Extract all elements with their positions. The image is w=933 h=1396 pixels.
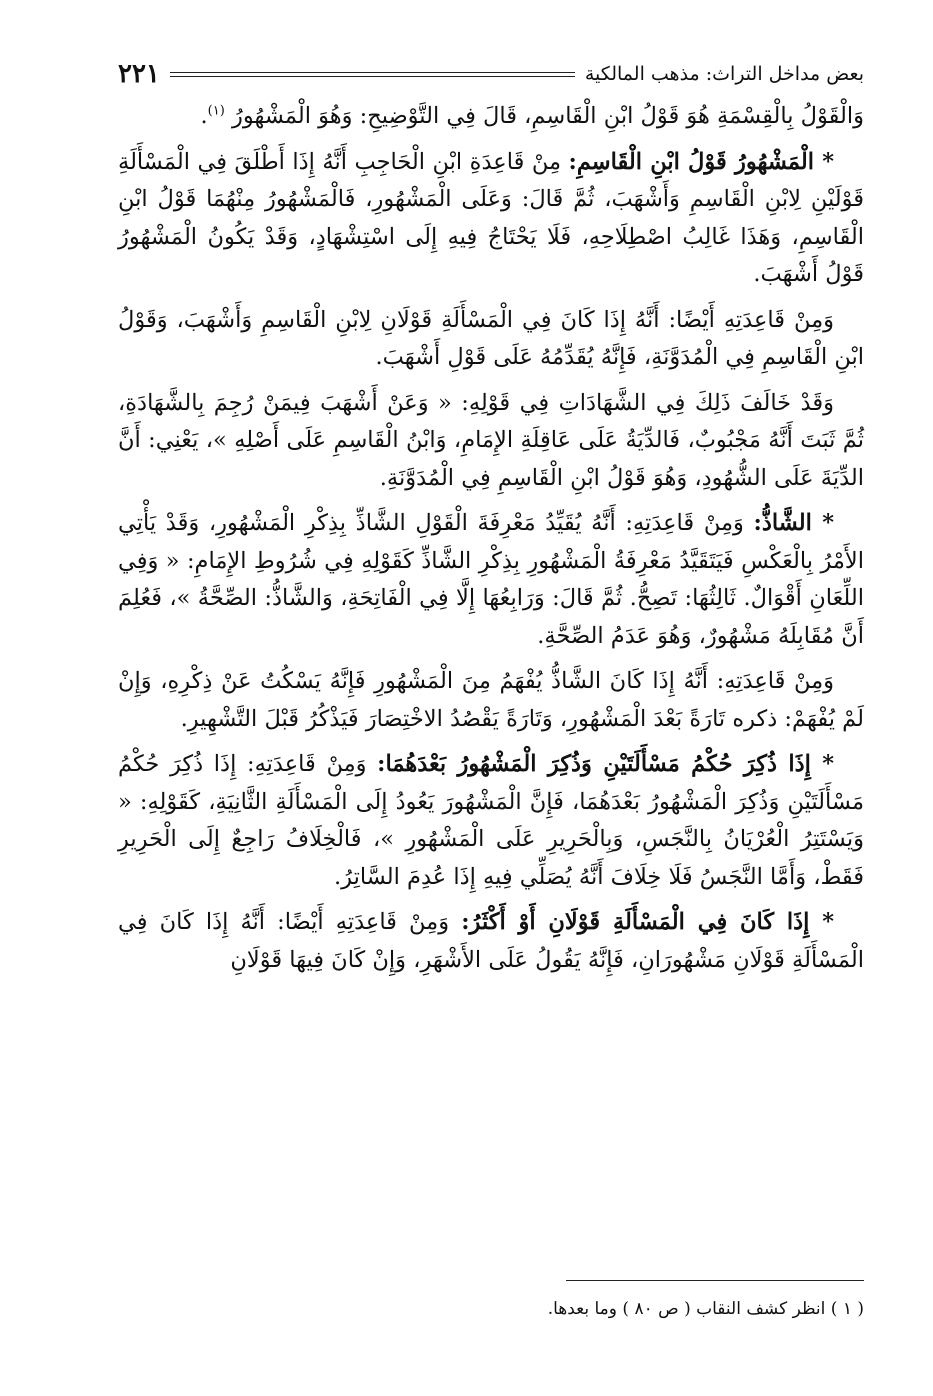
section-heading-mashhur-ibn-al-qasim: * الْمَشْهُورُ قَوْلُ ابْنِ الْقَاسِمِ: [568,148,834,175]
section-heading-shadh: * الشَّاذُّ: [753,510,834,536]
footnote-separator [566,1280,864,1281]
footnote: ( ١ ) انظر كشف النقاب ( ص ٨٠ ) وما بعدها. [547,1299,864,1319]
header-rule [170,72,575,77]
paragraph-5 [118,505,864,655]
paragraph-text: وَمِنْ قَاعِدَتِهِ أَيْضًا: أَنَّهُ إِذَا كَانَ فِي الْمَسْأَلَةِ قَوْلَانِ مَشْهُورَانِ، فَإِنَّهُ يَقُولُ عَلَى الأَشْهَرِ، وَإِنْ كَانَ فِيهَا قَوْلَانِ [118,909,864,973]
book-page [118,56,864,1376]
section-heading-two-issues: * إِذَا ذُكِرَ حُكْمُ مَسْأَلَتَيْنِ وَذُكِرَ الْمَشْهُورُ بَعْدَهُمَا: [377,751,834,777]
paragraph-6 [118,663,864,738]
paragraph-text: وَمِنْ قَاعِدَتِهِ: أَنَّهُ يُقَيِّدُ مَعْرِفَةَ الْقَوْلِ الشَّاذِّ بِذِكْرِ الْمَشْهُورِ، وَقَدْ يَأْتِي الأَمْرُ بِالْعَكْسِ فَيَتَقَيَّدُ مَعْرِفَةُ الْمَشْهُورِ بِذِكْرِ الشَّاذِّ كَقَوْلِهِ فِي شُرُوطِ الإِمَامِ: « وَفِي اللِّعَانِ أَقْوَالٌ. ثَالِثُهَا: تَصِحُّ. ثُمَّ قَالَ: وَرَابِعُهَا إِلَّا فِي الْفَاتِحَةِ، وَالشَّاذُّ: الصِّحَّةُ »، فَعُلِمَ أَنَّ مُقَابِلَهُ مَشْهُورٌ، وَهُوَ عَدَمُ الصِّحَّةِ. [118,510,864,649]
paragraph-text: وَمِنْ قَاعِدَتِهِ: إِذَا ذُكِرَ حُكْمُ مَسْأَلَتَيْنِ وَذُكِرَ الْمَشْهُورُ بَعْدَهُمَا، فَإِنَّ الْمَشْهُورَ يَعُودُ إِلَى الْمَسْأَلَةِ الثَّانِيَةِ، كَقَوْلِهِ: « وَيَسْتَتِرُ الْعُرْيَانُ بِالنَّجَسِ، وَبِالْحَرِيرِ عَلَى الْمَشْهُورِ »، فَالْخِلَافُ رَاجِعٌ إِلَى الْحَرِيرِ فَقَطْ، وَأَمَّا النَّجَسُ فَلَا خِلَافَ أَنَّهُ يُصَلِّي فِيهِ إِذَا عُدِمَ السَّاتِرُ. [118,751,864,890]
page-header [118,56,864,92]
paragraph-4 [118,385,864,498]
paragraph-text: وَمِنْ قَاعِدَتِهِ أَيْضًا: أَنَّهُ إِذَا كَانَ فِي الْمَسْأَلَةِ قَوْلَانِ لِابْنِ الْقَاسِمِ وَأَشْهَبَ، وَقَوْلُ ابْنِ الْقَاسِمِ فِي الْمُدَوَّنَةِ، فَإِنَّهُ يُقَدِّمُهُ عَلَى قَوْلِ أَشْهَبَ. [118,306,864,370]
paragraph-3 [118,302,864,377]
paragraph-1 [118,98,864,136]
body-text [118,98,864,979]
paragraph-text: وَمِنْ قَاعِدَتِهِ: أَنَّهُ إِذَا كَانَ الشَّاذُّ يُفْهَمُ مِنَ الْمَشْهُورِ فَإِنَّهُ يَسْكُتُ عَنْ ذِكْرِهِ، وَإِنْ لَمْ يُفْهَمْ: ذكره تَارَةً بَعْدَ الْمَشْهُورِ، وَتَارَةً يَقْصُدُ الاخْتِصَارَ فَيَذْكُرُ قَبْلَ التَّشْهِيرِ. [118,668,864,732]
paragraph-text: مِنْ قَاعِدَةِ ابْنِ الْحَاجِبِ أَنَّهُ إِذَا أَطْلَقَ فِي الْمَسْأَلَةِ قَوْلَيْنِ لِابْنِ الْقَاسِمِ وَأَشْهَبَ، ثُمَّ قَالَ: وَعَلَى الْمَشْهُورِ، فَالْمَشْهُورُ مِنْهُمَا قَوْلُ ابْنِ الْقَاسِمِ، وَهَذَا غَالِبُ اصْطِلَاحِهِ، فَلَا يَحْتَاجُ فِيهِ إِلَى اسْتِشْهَادٍ، وَقَدْ يَكُونُ الْمَشْهُورُ قَوْلُ أَشْهَبَ. [118,148,864,287]
section-heading-two-opinions: * إِذَا كَانَ فِي الْمَسْأَلَةِ قَوْلَانِ أَوْ أَكْثَرُ: [461,909,834,935]
paragraph-2 [118,144,864,294]
page-number: ٢٢١ [118,59,160,89]
paragraph-8 [118,904,864,979]
paragraph-text: وَالْقَوْلُ بِالْقِسْمَةِ هُوَ قَوْلُ ابْنِ الْقَاسِمِ، قَالَ فِي التَّوْضِيحِ: وَهُوَ الْمَشْهُورُ [231,103,864,129]
paragraph-7 [118,746,864,896]
paragraph-text: وَقَدْ خَالَفَ ذَلِكَ فِي الشَّهَادَاتِ فِي قَوْلِهِ: « وَعَنْ أَشْهَبَ فِيمَنْ رُجِمَ بِالشَّهَادَةِ، ثُمَّ ثَبَتَ أَنَّهُ مَجْبُوبٌ، فَالدِّيَةُ عَلَى عَاقِلَةِ الإِمَامِ، وَابْنُ الْقَاسِمِ عَلَى أَصْلِهِ »، يَعْنِي: أَنَّ الدِّيَةَ عَلَى الشُّهُودِ، وَهُوَ قَوْلُ ابْنِ الْقَاسِمِ فِي الْمُدَوَّنَةِ. [118,389,864,491]
footnote-marker: (١) [207,103,225,119]
paragraph-tail: . [200,103,208,129]
running-head: بعض مداخل التراث: مذهب المالكية [584,63,864,85]
